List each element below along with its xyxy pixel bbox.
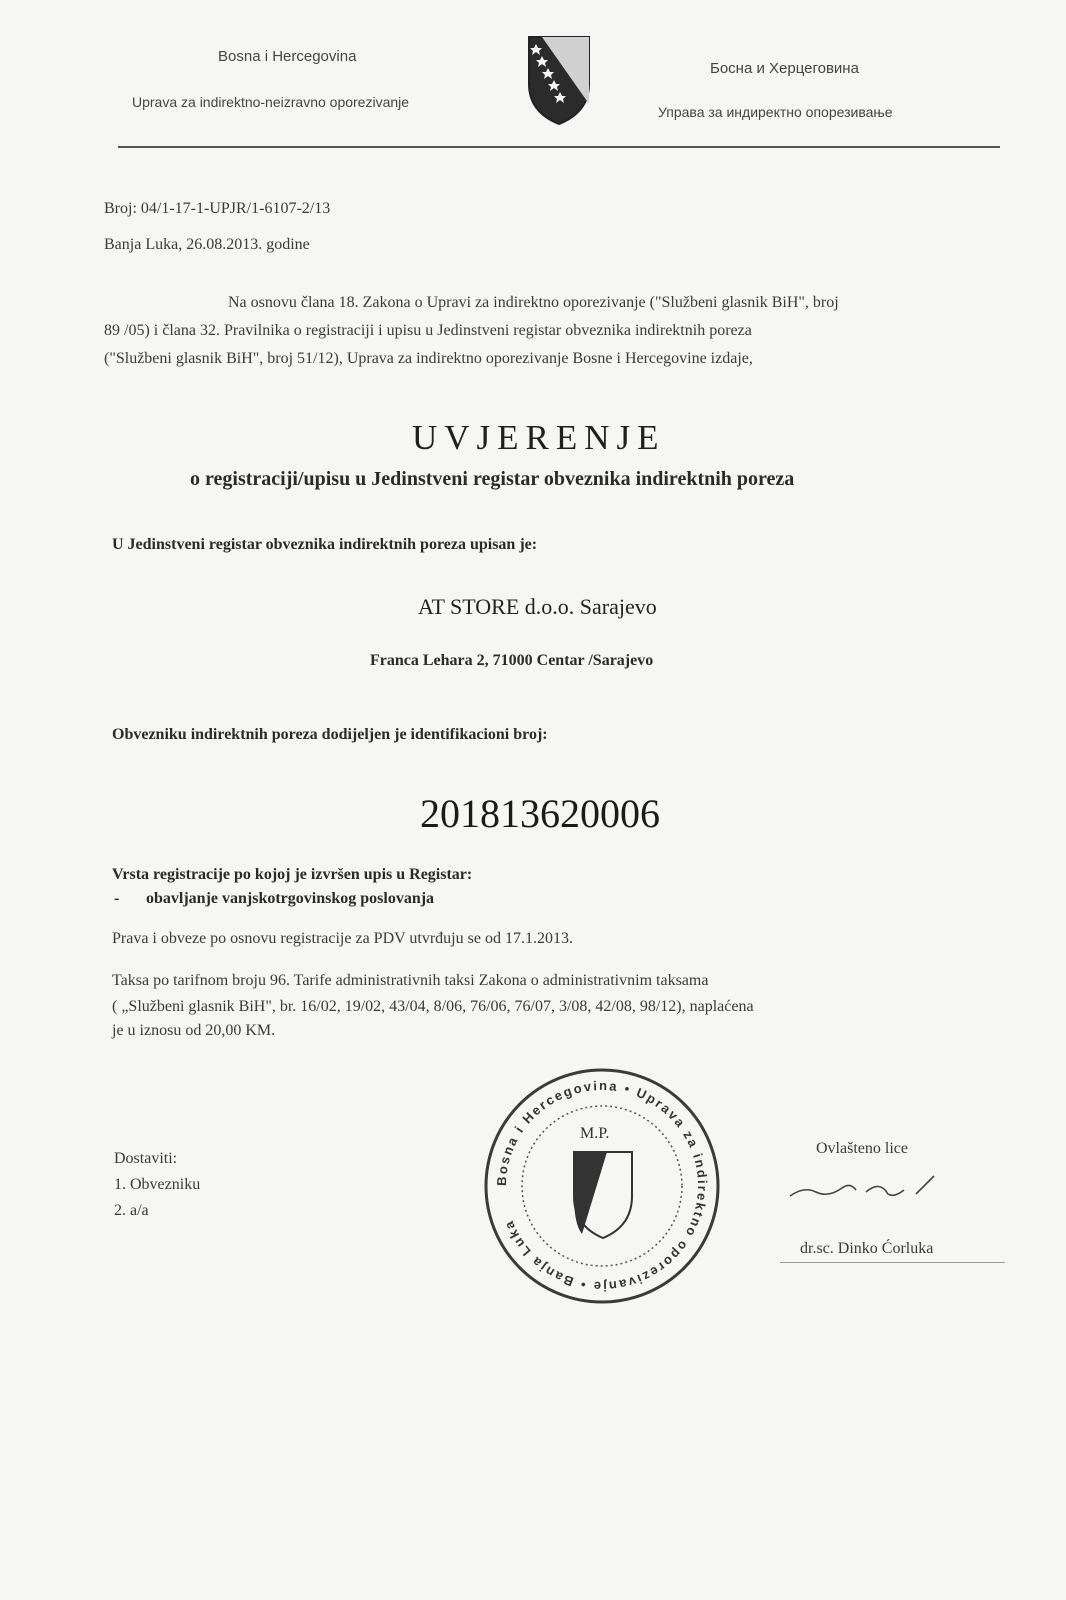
signatory-name: dr.sc. Dinko Ćorluka <box>800 1240 934 1257</box>
handwritten-signature <box>784 1168 954 1208</box>
pdv-line: Prava i obveze po osnovu registracije za PDV utvrđuju se od 17.1.2013. <box>112 930 573 947</box>
identification-number: 201813620006 <box>420 791 660 836</box>
registration-type-label: Vrsta registracije po kojoj je izvršen upis u Registar: <box>112 866 473 883</box>
coat-of-arms-icon <box>526 34 592 126</box>
document-subtitle: o registraciji/upisu u Jedinstveni registar obveznika indirektnih poreza <box>190 468 795 490</box>
id-label: Obvezniku indirektnih poreza dodijeljen je identifikacioni broj: <box>112 726 548 743</box>
registration-type-item: obavljanje vanjskotrgovinskog poslovanja <box>146 890 435 907</box>
intro-line-3: ("Službeni glasnik BiH", broj 51/12), Uprava za indirektno oporezivanje Bosne i Hercegovine izdaje, <box>104 350 753 367</box>
registration-type-bullet: - <box>114 890 120 907</box>
stamp-ring-text: Bosna i Hercegovina • Uprava za indirektno oporezivanje • Banja Luka <box>493 1077 711 1295</box>
intro-line-1: Na osnovu člana 18. Zakona o Upravi za indirektno oporezivanje ("Službeni glasnik BiH", broj <box>228 294 839 311</box>
header-left-agency: Uprava za indirektno-neizravno oporezivanje <box>132 94 410 110</box>
stamp-coat-of-arms-icon <box>574 1152 632 1238</box>
header-divider <box>118 146 1000 148</box>
official-stamp <box>482 1066 722 1306</box>
header-right-country: Босна и Херцеговина <box>710 60 859 77</box>
fee-line-3: je u iznosu od 20,00 KM. <box>112 1022 276 1039</box>
fee-line-2: ( „Službeni glasnik BiH", br. 16/02, 19/02, 43/04, 8/06, 76/06, 76/07, 3/08, 42/08, 98/12), naplaćena <box>112 998 754 1015</box>
svg-text:Bosna i Hercegovina • Uprava z <box>494 1078 710 1294</box>
fee-line-1: Taksa po tarifnom broju 96. Tarife administrativnih taksi Zakona o administrativnim taksama <box>112 972 709 989</box>
document-title: UVJERENJE <box>412 418 666 457</box>
registered-label: U Jedinstveni registar obveznika indirektnih poreza upisan je: <box>112 536 538 553</box>
deliver-item-2: 2. a/a <box>114 1202 149 1219</box>
company-address: Franca Lehara 2, 71000 Centar /Sarajevo <box>370 652 654 669</box>
company-name: AT STORE d.o.o. Sarajevo <box>418 594 657 619</box>
header-right-agency: Управа за индиректно опорезивање <box>658 104 893 120</box>
intro-line-2: 89 /05) i člana 32. Pravilnika o registraciji i upisu u Jedinstveni registar obveznika indirektnih poreza <box>104 322 752 339</box>
signature-line <box>780 1262 1005 1263</box>
place-and-date: Banja Luka, 26.08.2013. godine <box>104 236 310 253</box>
reference-number: Broj: 04/1-17-1-UPJR/1-6107-2/13 <box>104 200 331 217</box>
header-left-country: Bosna i Hercegovina <box>218 48 357 65</box>
deliver-item-1: 1. Obvezniku <box>114 1176 201 1193</box>
deliver-label: Dostaviti: <box>114 1150 178 1167</box>
stamp-center-text: M.P. <box>580 1125 610 1142</box>
authorized-person-label: Ovlašteno lice <box>816 1140 908 1157</box>
